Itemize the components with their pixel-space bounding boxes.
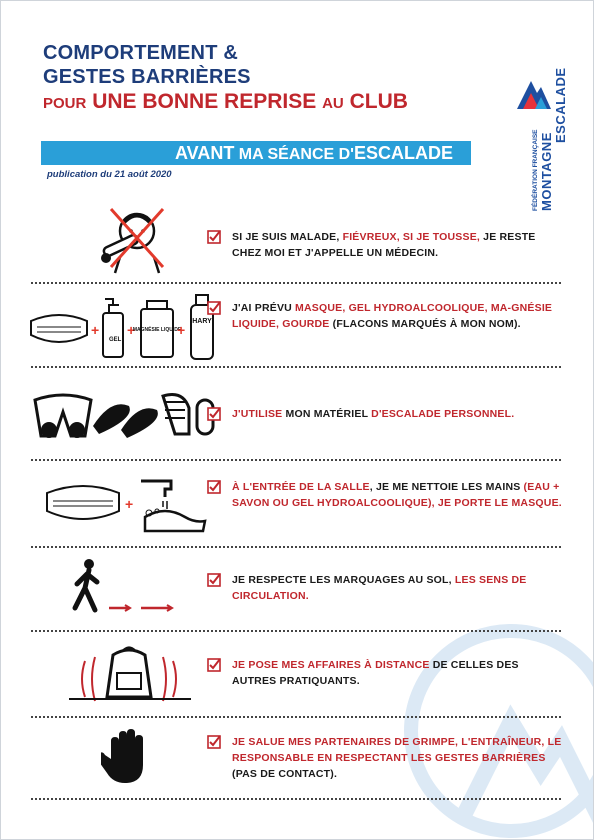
walking-person-arrows-icon xyxy=(69,556,189,616)
item-text-sick xyxy=(232,229,562,261)
item-text-segment: (PAS DE CONTACT). xyxy=(232,768,338,780)
logo-small-text: FÉDÉRATION FRANÇAISE xyxy=(532,129,539,211)
checkbox-icon xyxy=(207,301,221,315)
item-text-segment: JE RESTE CHEZ MOI ET J'APPELLE UN MÉDECIN. xyxy=(232,231,536,259)
watermark-logo xyxy=(401,621,594,840)
title-bonne-reprise: UNE BONNE REPRISE xyxy=(92,90,317,113)
checkbox-icon xyxy=(207,407,221,421)
gel-label: GEL xyxy=(109,337,122,343)
title-line-1: COMPORTEMENT & xyxy=(43,42,239,64)
title-line-2: GESTES BARRIÈRES xyxy=(43,66,251,88)
poster-title xyxy=(43,41,251,89)
separator xyxy=(31,630,561,632)
raised-hand-icon xyxy=(101,729,157,789)
separator xyxy=(31,459,561,461)
title-club: CLUB xyxy=(349,90,408,113)
item-text-segment: MASQUE, GEL HYDROALCOOLIQUE, MA-GNÉSIE LIQUIDE, GOURDE xyxy=(232,302,553,330)
banner-avant: AVANT xyxy=(174,143,235,163)
checkbox-icon xyxy=(207,230,221,244)
banner-seance: MA SÉANCE D' xyxy=(238,146,354,163)
svg-text:+: + xyxy=(127,322,136,338)
item-text-segment: JE SALUE MES PARTENAIRES DE GRIMPE, L'ENTRAÎNEUR, LE RESPONSABLE EN RESPECTANT LES GESTES BARRIÈRES xyxy=(232,736,562,764)
svg-text:+: + xyxy=(91,322,100,338)
section-banner xyxy=(41,141,471,165)
item-text-backpack xyxy=(232,657,562,689)
item-text-supplies xyxy=(232,300,562,332)
title-line-3 xyxy=(43,90,408,116)
svg-text:+: + xyxy=(177,322,186,338)
magnesie-label: MAGNÉSIE LIQUIDE xyxy=(132,327,182,333)
climbing-gear-icons xyxy=(31,386,221,446)
checkbox-icon xyxy=(207,480,221,494)
item-text-greeting xyxy=(232,734,562,782)
logo-mountain-icon xyxy=(513,73,553,113)
item-text-segment: FIÉVREUX, SI JE TOUSSE, xyxy=(342,231,481,243)
item-text-gear xyxy=(232,406,562,422)
item-text-segment: DE CELLES DES AUTRES PRATIQUANTS. xyxy=(232,659,519,687)
sick-person-thermometer-icon xyxy=(97,201,172,276)
checkbox-icon xyxy=(207,735,221,749)
separator xyxy=(31,282,561,284)
ffme-logo xyxy=(517,23,577,213)
checkbox-icon xyxy=(207,658,221,672)
title-pour: POUR xyxy=(43,95,87,112)
item-text-segment: J'AI PRÉVU xyxy=(232,302,296,314)
separator xyxy=(31,366,561,368)
title-au: AU xyxy=(322,95,344,112)
item-text-segment: D'ESCALADE PERSONNEL. xyxy=(371,408,515,420)
backpack-distance-icon xyxy=(65,645,195,705)
hary-label: HARY xyxy=(192,318,212,325)
logo-escalade: ESCALADE xyxy=(553,67,568,143)
item-text-segment: (FLACONS MARQUÉS À MON NOM). xyxy=(329,318,521,330)
publication-date: publication du 21 août 2020 xyxy=(47,169,172,180)
item-text-walking xyxy=(232,572,562,604)
item-text-segment: SI JE SUIS MALADE, xyxy=(232,231,343,243)
checkbox-icon xyxy=(207,573,221,587)
banner-escalade: ESCALADE xyxy=(353,143,453,163)
item-text-handwash xyxy=(232,479,562,511)
item-text-segment: J'UTILISE xyxy=(232,408,286,420)
item-text-segment: LES SENS DE CIRCULATION. xyxy=(232,574,527,602)
item-text-segment: JE POSE MES AFFAIRES À DISTANCE xyxy=(232,659,430,671)
separator xyxy=(31,716,561,718)
separator xyxy=(31,546,561,548)
item-text-segment: JE RESPECTE LES MARQUAGES AU SOL, xyxy=(232,574,455,586)
item-text-segment: MON MATÉRIEL xyxy=(285,408,372,420)
item-text-segment: , JE ME NETTOIE LES MAINS xyxy=(369,481,524,493)
svg-text:+: + xyxy=(125,496,134,512)
separator xyxy=(31,798,561,800)
item-text-segment: (EAU + SAVON OU GEL HYDROALCOOLIQUE), JE PORTE LE MASQUE. xyxy=(232,481,562,509)
item-text-segment: À L'ENTRÉE DE LA SALLE xyxy=(232,481,370,493)
logo-montagne: MONTAGNE xyxy=(539,132,554,211)
mask-gel-chalk-bottle-icons xyxy=(27,291,217,361)
mask-handwash-icons xyxy=(45,473,215,535)
